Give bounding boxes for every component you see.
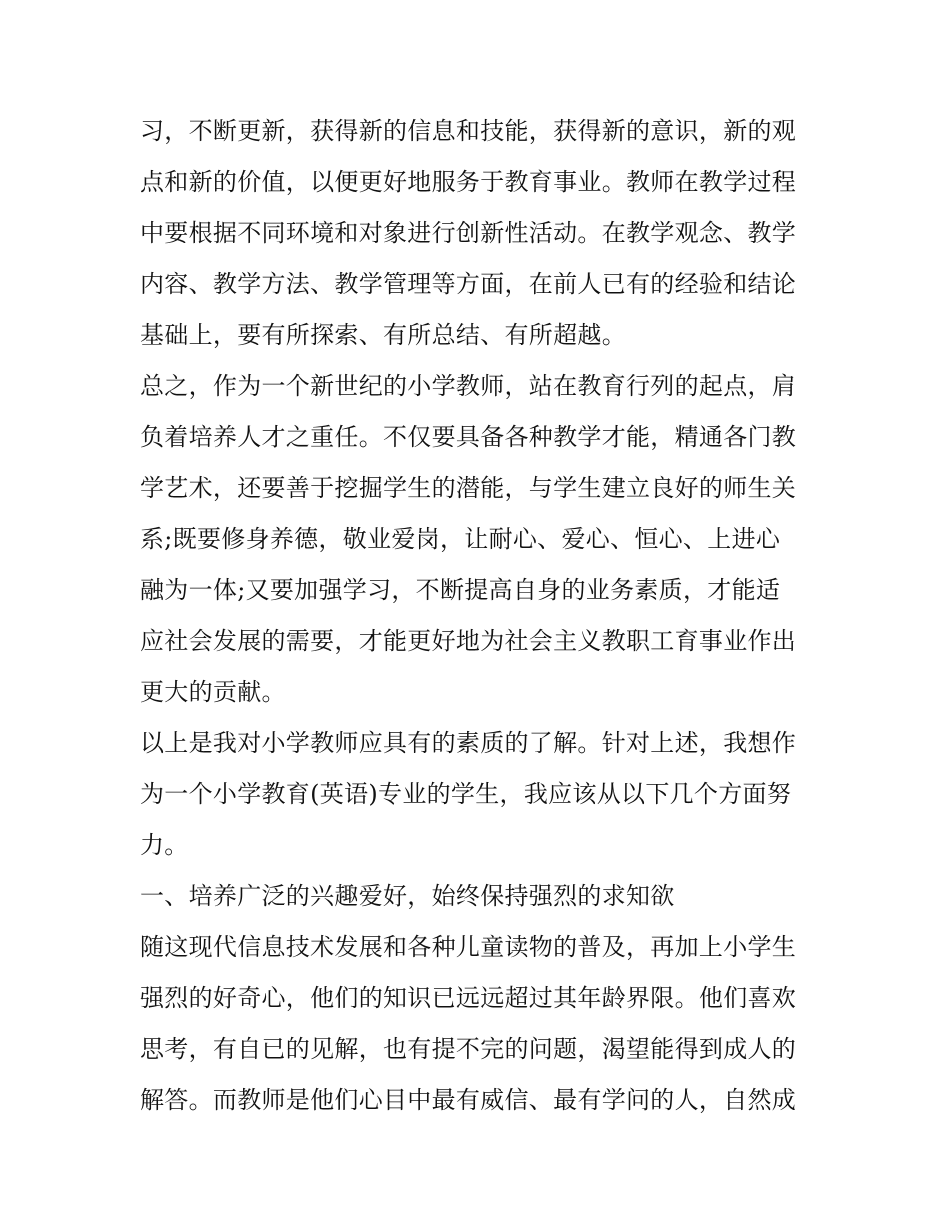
text-line: 力。 — [140, 831, 189, 859]
text-line: 习，不断更新，获得新的信息和技能，获得新的意识，新的观 — [140, 117, 797, 145]
text-line: 应社会发展的需要，才能更好地为社会主义教职工育事业作出 — [140, 627, 797, 655]
text-line: 基础上，要有所探索、有所总结、有所超越。 — [140, 321, 626, 349]
text-line: 以上是我对小学教师应具有的素质的了解。针对上述，我想作 — [140, 729, 797, 757]
text-line: 系;既要修身养德，敬业爱岗，让耐心、爱心、恒心、上进心 — [140, 525, 781, 553]
document-text-body — [140, 106, 810, 1126]
text-line: 更大的贡献。 — [140, 678, 286, 706]
text-line: 思考，有自已的见解，也有提不完的问题，渴望能得到成人的 — [140, 1035, 797, 1063]
text-line: 融为一体;又要加强学习，不断提高自身的业务素质，才能适 — [140, 576, 781, 604]
text-line: 学艺术，还要善于挖掘学生的潜能，与学生建立良好的师生关 — [140, 474, 797, 502]
text-line: 为一个小学教育(英语)专业的学生，我应该从以下几个方面努 — [140, 780, 792, 808]
text-line: 总之，作为一个新世纪的小学教师，站在教育行列的起点，肩 — [140, 372, 797, 400]
section-heading: 一、培养广泛的兴趣爱好，始终保持强烈的求知欲 — [140, 882, 675, 910]
text-line: 负着培养人才之重任。不仅要具备各种教学才能，精通各门教 — [140, 423, 797, 451]
text-line: 强烈的好奇心，他们的知识已远远超过其年龄界限。他们喜欢 — [140, 984, 797, 1012]
text-line: 内容、教学方法、教学管理等方面，在前人已有的经验和结论 — [140, 270, 797, 298]
text-line: 随这现代信息技术发展和各种儿童读物的普及，再加上小学生 — [140, 933, 797, 961]
text-line: 解答。而教师是他们心目中最有威信、最有学问的人，自然成 — [140, 1086, 797, 1114]
text-line: 点和新的价值，以便更好地服务于教育事业。教师在教学过程 — [140, 168, 797, 196]
text-line: 中要根据不同环境和对象进行创新性活动。在教学观念、教学 — [140, 219, 797, 247]
